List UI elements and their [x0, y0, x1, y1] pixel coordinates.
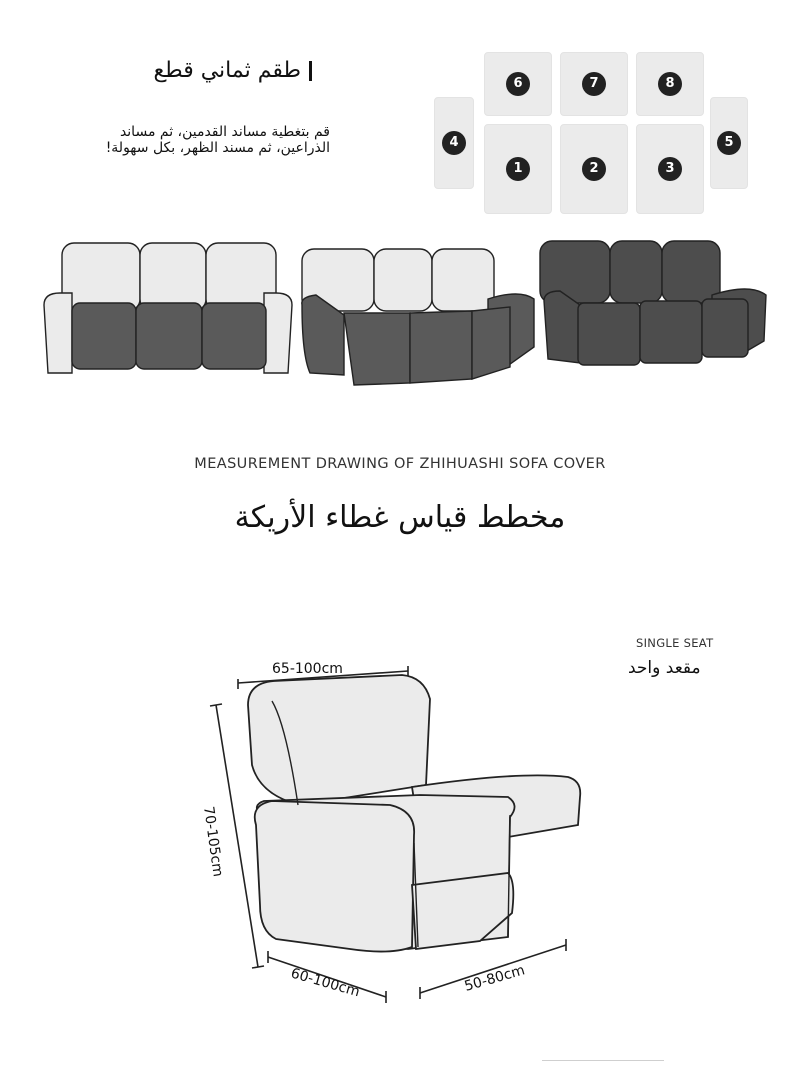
recliner-outline — [248, 675, 580, 952]
piece-number: 4 — [442, 131, 466, 155]
instructions-text: قم بتغطية مساند القدمين، ثم مساند الذراعين، ثم مسند الظهر، بكل سهولة! — [105, 124, 330, 156]
piece-number: 3 — [658, 157, 682, 181]
seat-width-dimension — [420, 939, 566, 999]
measurement-heading-ar: مخطط قياس غطاء الأريكة — [234, 500, 566, 535]
piece-8 — [636, 52, 704, 116]
piece-number: 1 — [506, 157, 530, 181]
piece-5 — [710, 97, 748, 189]
piece-number: 7 — [582, 72, 606, 96]
sofa-illustrations — [0, 225, 800, 395]
single-seat-label-ar: مقعد واحد — [628, 658, 701, 678]
height-label: 70-105cm — [200, 805, 226, 878]
measurement-heading-en: MEASUREMENT DRAWING OF ZHIHUASHI SOFA COVER — [194, 456, 606, 472]
sofa-fully-covered — [540, 241, 766, 365]
width-label: 65-100cm — [272, 661, 343, 677]
single-seat-label-en: SINGLE SEAT — [636, 636, 714, 650]
piece-7 — [560, 52, 628, 116]
sofa-arms-covered — [302, 249, 534, 385]
set-title-text: طقم ثماني قطع — [153, 58, 301, 83]
bottom-divider — [542, 1060, 664, 1061]
piece-1 — [484, 124, 552, 214]
piece-number: 6 — [506, 72, 530, 96]
piece-3 — [636, 124, 704, 214]
piece-number: 2 — [582, 157, 606, 181]
piece-6 — [484, 52, 552, 116]
sofa-footrests-covered — [44, 243, 292, 373]
piece-number: 8 — [658, 72, 682, 96]
piece-2 — [560, 124, 628, 214]
single-seat-drawing — [190, 655, 610, 1055]
piece-4 — [434, 97, 474, 189]
piece-number: 5 — [717, 131, 741, 155]
seat-width-label: 50-80cm — [462, 962, 527, 995]
pieces-diagram — [0, 0, 800, 220]
depth-label: 60-100cm — [288, 965, 362, 1001]
